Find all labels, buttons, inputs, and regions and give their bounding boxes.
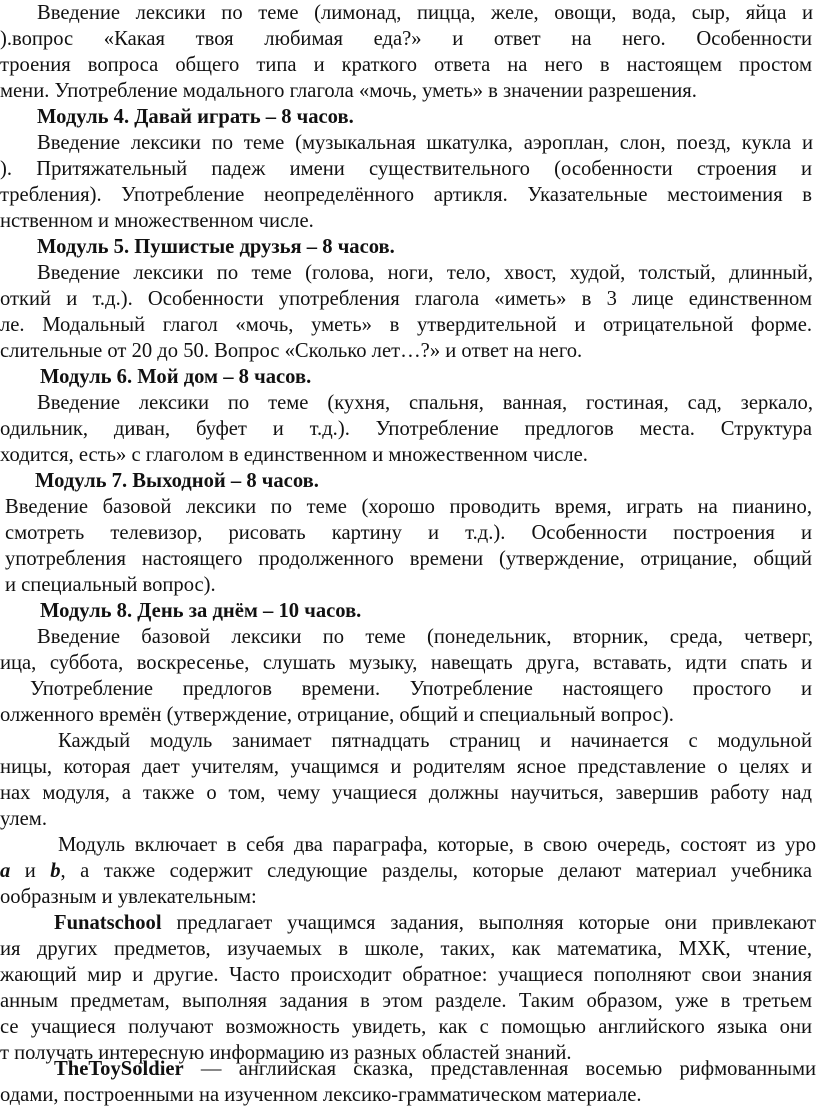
line-rest: предлагает учащимся задания, выполняя которые они привлекают: [161, 912, 816, 934]
paragraph-b-label: b: [50, 860, 61, 882]
text-line: Введение лексики по теме (лимонад, пицца, желе, овощи, вода, сыр, яйца и: [37, 2, 813, 24]
text-line: употребления настоящего продолженного времени (утверждение, отрицание, общий: [5, 548, 812, 570]
text-line: откий и т.д.). Особенности употребления глагола «иметь» в 3 лице единственном: [0, 288, 812, 310]
section-name-toysoldier: TheToySoldier: [54, 1058, 184, 1080]
text-line: Употребление предлогов времени. Употребление настоящего простого и: [30, 678, 812, 700]
text-line: жающий мир и другие. Часто происходит обратное: учащиеся пополняют свои знания: [0, 964, 812, 986]
text-line: анным предметам, выполняя задания в этом разделе. Таким образом, уже в третьем: [0, 990, 812, 1012]
text-line: смотреть телевизор, рисовать картину и т.д.). Особенности построения и: [5, 522, 812, 544]
conjunction: и: [10, 860, 51, 882]
line-rest: — английская сказка, представленная восемью рифмованными: [183, 1058, 816, 1080]
line-rest: , а также содержит следующие разделы, которые делают материал учебника: [60, 860, 812, 882]
text-line: Введение лексики по теме (кухня, спальня, ванная, гостиная, сад, зеркало,: [37, 392, 813, 414]
text-line: Введение базовой лексики по теме (хорошо проводить время, играть на пианино,: [5, 496, 812, 518]
text-line: т получать интересную информацию из разных областей знаний.: [0, 1042, 572, 1064]
text-line: ле. Модальный глагол «мочь, уметь» в утвердительной и отрицательной форме.: [0, 314, 812, 336]
section-name-funatschool: Funatschool: [54, 912, 162, 934]
paragraph-a-label: a: [0, 860, 11, 882]
text-line: ).вопрос «Какая твоя любимая еда?» и ответ на него. Особенности: [0, 28, 812, 50]
module-heading: Модуль 4. Давай играть – 8 часов.: [37, 106, 354, 128]
text-line: ообразным и увлекательным:: [0, 886, 257, 908]
text-line: Каждый модуль занимает пятнадцать страниц и начинается с модульной: [58, 730, 812, 752]
text-line: Введение базовой лексики по теме (понедельник, вторник, среда, четверг,: [37, 626, 813, 648]
text-line: нах модуля, а также о том, чему учащиеся должны научиться, завершив работу над: [0, 782, 812, 804]
text-line: Модуль включает в себя два параграфа, которые, в свою очередь, состоят из уро: [58, 834, 816, 856]
text-line: одильник, диван, буфет и т.д.). Употребление предлогов места. Структура: [0, 418, 812, 440]
text-line: ица, суббота, воскресенье, слушать музыку, навещать друга, вставать, идти спать и: [0, 652, 812, 674]
text-line: слительные от 20 до 50. Вопрос «Сколько лет…?» и ответ на него.: [0, 340, 583, 362]
text-line: троения вопроса общего типа и краткого ответа на него в настоящем простом: [0, 54, 812, 76]
text-line: улем.: [0, 808, 47, 830]
text-line: Введение лексики по теме (голова, ноги, тело, хвост, худой, толстый, длинный,: [37, 262, 813, 284]
text-line-ab: [0, 858, 812, 884]
text-line: нственном и множественном числе.: [0, 210, 314, 232]
text-line: требления). Употребление неопределённого артикля. Указательные местоимения в: [0, 184, 812, 206]
text-line-toysoldier: [0, 1056, 816, 1082]
text-line: Введение лексики по теме (музыкальная шкатулка, аэроплан, слон, поезд, кукла и: [37, 132, 813, 154]
text-line: олженного времён (утверждение, отрицание, общий и специальный вопрос).: [0, 704, 674, 726]
module-heading: Модуль 7. Выходной – 8 часов.: [35, 470, 319, 492]
text-line: се учащиеся получают возможность увидеть, как с помощью английского языка они: [0, 1016, 812, 1038]
module-heading: Модуль 5. Пушистые друзья – 8 часов.: [37, 236, 395, 258]
module-heading: Модуль 6. Мой дом – 8 часов.: [40, 366, 312, 388]
text-line: ). Притяжательный падеж имени существительного (особенности строения и: [0, 158, 812, 180]
text-line: ходится, есть» с глаголом в единственном и множественном числе.: [0, 444, 588, 466]
module-heading: Модуль 8. День за днём – 10 часов.: [40, 600, 362, 622]
text-line: мени. Употребление модального глагола «мочь, уметь» в значении разрешения.: [0, 80, 697, 102]
text-line: и специальный вопрос).: [5, 574, 216, 596]
text-line-funatschool: [0, 910, 816, 936]
text-line: ницы, которая дает учителям, учащимся и родителям ясное представление о целях и: [0, 756, 812, 778]
text-line: одами, построенными на изученном лексико-грамматическом материале.: [0, 1084, 642, 1106]
text-line: ия других предметов, изучаемых в школе, таких, как математика, МХК, чтение,: [0, 938, 812, 960]
